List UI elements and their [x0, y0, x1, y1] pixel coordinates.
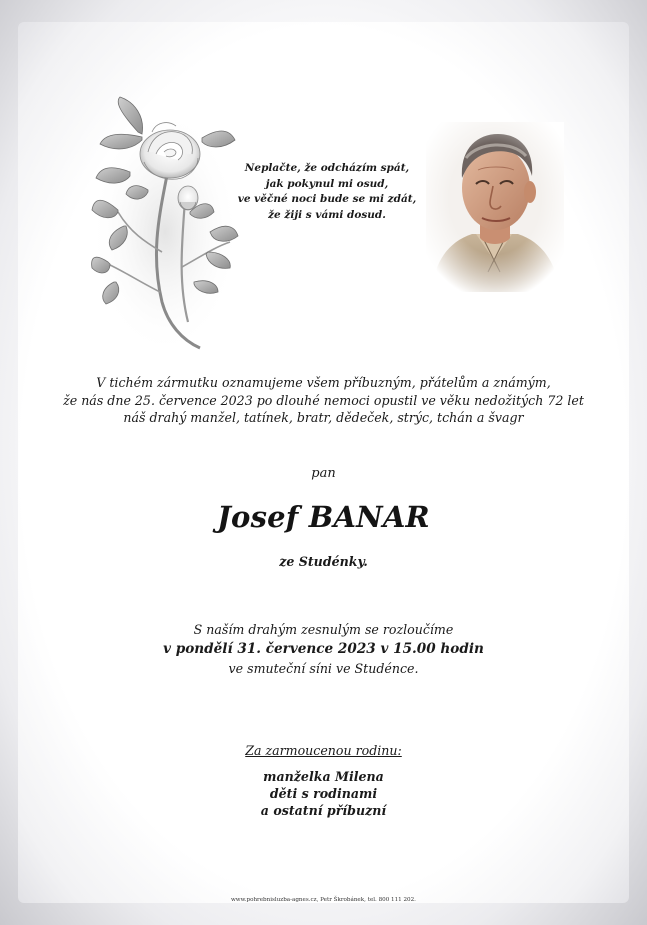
- announcement-line: náš drahý manžel, tatínek, bratr, dědeček, strýc, tchán a švagr: [123, 410, 524, 425]
- family-member: a ostatní příbuzní: [260, 803, 387, 818]
- announcement-text: [60, 374, 587, 427]
- family-heading: Za zarmoucenou rodinu:: [245, 743, 402, 758]
- portrait-photo: [426, 122, 564, 292]
- rose-illustration: [90, 92, 240, 354]
- family-member: děti s rodinami: [269, 786, 378, 801]
- honorific: pan: [311, 466, 336, 481]
- farewell-place: ve smuteční síni ve Studénce.: [228, 661, 419, 676]
- announcement-line: že nás dne 25. července 2023 po dlouhé nemoci opustil ve věku nedožitých 72 let: [63, 392, 584, 408]
- family-member: manželka Milena: [263, 769, 384, 784]
- funeral-service-footer: www.pohrebnisluzba-agnes.cz, Petr Škrobánek, tel. 800 111 202.: [231, 897, 416, 903]
- poem-line: že žiji s vámi dosud.: [268, 208, 386, 221]
- farewell-datetime: v pondělí 31. července 2023 v 15.00 hodin: [163, 641, 484, 657]
- deceased-name: Josef BANAR: [217, 500, 430, 534]
- family-signature: [60, 740, 587, 819]
- poem-line: ve věčné noci bude se mi zdát,: [237, 193, 417, 205]
- poem-line: Neplačte, že odcházím spát,: [244, 162, 410, 174]
- farewell-intro: S naším drahým zesnulým se rozloučíme: [193, 622, 454, 637]
- poem: [236, 161, 418, 223]
- deceased-origin: ze Studénky.: [279, 554, 368, 569]
- announcement-line: V tichém zármutku oznamujeme všem příbuzným, přátelům a známým,: [96, 375, 551, 390]
- farewell-details: [60, 620, 587, 678]
- poem-line: jak pokynul mi osud,: [265, 177, 389, 190]
